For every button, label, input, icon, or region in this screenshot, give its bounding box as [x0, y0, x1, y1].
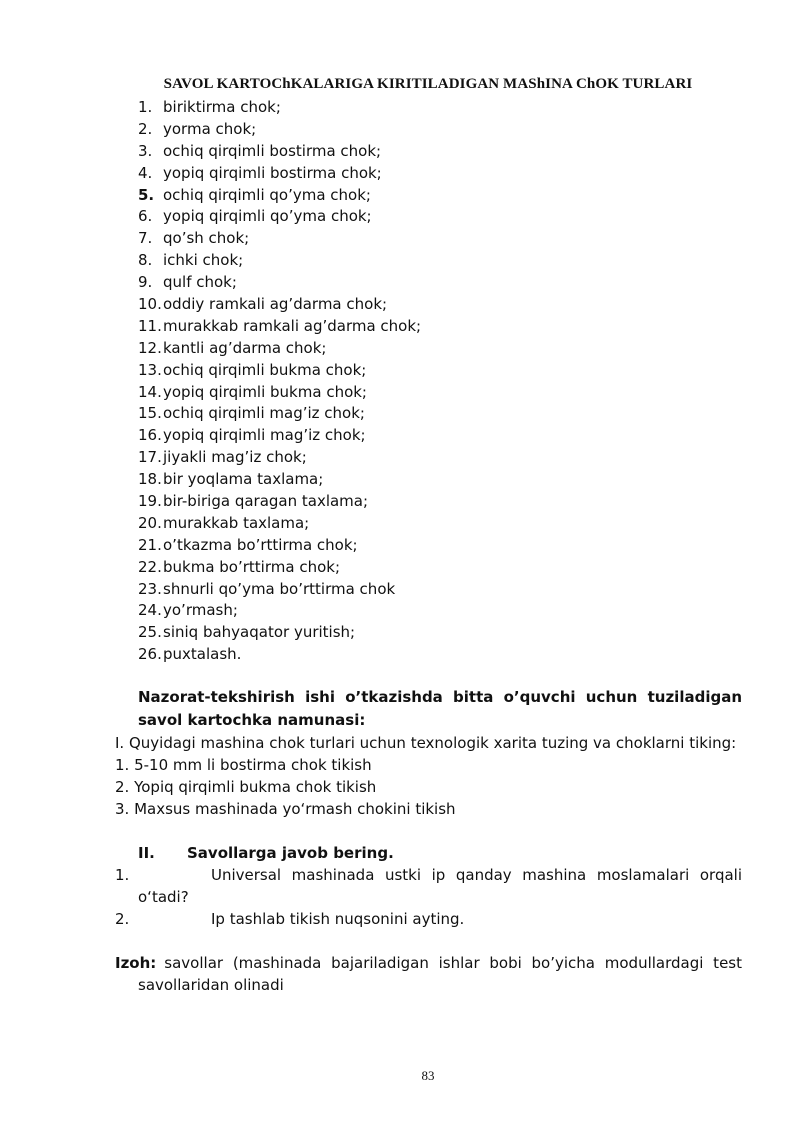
list-item [138, 272, 421, 294]
list-item [138, 382, 421, 404]
list-item [138, 316, 421, 338]
list-item-number: 26. [138, 645, 162, 664]
list-item-text: siniq bahyaqator yuritish; [163, 623, 356, 642]
list-item [138, 469, 421, 491]
list-item-number: 13. [138, 360, 162, 379]
list-item-text: shnurli qo’yma bo’rttirma chok [163, 579, 396, 598]
list-item-number: 17. [138, 448, 162, 467]
list-item-text: yopiq qirqimli bukma chok; [163, 382, 367, 401]
list-item-number: 5. [138, 185, 155, 204]
note-label: Izoh: [115, 954, 157, 972]
list-item-text: yopiq qirqimli bostirma chok; [163, 163, 382, 182]
list-item [138, 97, 421, 119]
section1-item: 1. 5-10 mm li bostirma chok tikish [115, 756, 372, 774]
question-text: Ip tashlab tikish nuqsonini ayting. [211, 910, 465, 928]
list-item [138, 557, 421, 579]
list-item-number: 10. [138, 295, 162, 314]
list-item [138, 294, 421, 316]
list-item-number: 9. [138, 273, 153, 292]
list-item-number: 1. [138, 98, 153, 116]
note-text: savollar (mashinada bajariladigan ishlar bobi bo’yicha modullardagi test [164, 954, 742, 972]
list-item-number: 16. [138, 426, 162, 445]
list-item-number: 7. [138, 229, 153, 248]
list-item-number: 21. [138, 535, 162, 554]
list-item-text: yopiq qirqimli qo’yma chok; [163, 207, 372, 226]
list-item-text: kantli ag’darma chok; [163, 338, 327, 357]
list-item-number: 25. [138, 623, 162, 642]
section1-item: 2. Yopiq qirqimli bukma chok tikish [115, 778, 377, 796]
list-item-text: bir yoqlama taxlama; [163, 470, 324, 489]
list-item-text: jiyakli mag’iz chok; [163, 448, 307, 467]
list-item [138, 622, 421, 644]
list-item [138, 447, 421, 469]
list-item-number: 22. [138, 557, 162, 576]
list-item [138, 403, 421, 425]
list-item-number: 3. [138, 141, 153, 160]
list-item [138, 513, 421, 535]
list-item-text: qo’sh chok; [163, 229, 250, 248]
list-item [138, 338, 421, 360]
list-item [138, 600, 421, 622]
list-item [138, 491, 421, 513]
section1-intro: I. Quyidagi mashina chok turlari uchun texnologik xarita tuzing va choklarni tiking: [115, 734, 737, 752]
question-text-continued: o‘tadi? [138, 888, 189, 906]
note-text-continued: savollaridan olinadi [138, 976, 284, 994]
list-item [138, 163, 421, 185]
list-item [138, 250, 421, 272]
list-item [138, 185, 421, 207]
question-number: 2. [115, 910, 130, 928]
list-item [138, 535, 421, 557]
list-item-number: 23. [138, 579, 162, 598]
section2-roman: II. [138, 844, 155, 862]
list-item-number: 24. [138, 601, 162, 620]
list-item-text: ochiq qirqimli qo’yma chok; [163, 185, 371, 204]
list-item-number: 14. [138, 382, 162, 401]
list-item-text: puxtalash. [163, 645, 242, 664]
page-number: 83 [421, 1068, 435, 1083]
list-item-text: qulf chok; [163, 273, 237, 292]
list-item-text: ochiq qirqimli bostirma chok; [163, 141, 382, 160]
question-number: 1. [115, 866, 130, 884]
section2-heading: Savollarga javob bering. [187, 844, 394, 862]
list-item [138, 579, 421, 601]
list-item-text: biriktirma chok; [163, 98, 281, 116]
list-item-number: 20. [138, 513, 162, 532]
list-item-number: 18. [138, 470, 162, 489]
list-item-text: yopiq qirqimli mag’iz chok; [163, 426, 366, 445]
list-item [138, 228, 421, 250]
list-item-number: 11. [138, 316, 162, 335]
list-item-text: ichki chok; [163, 251, 244, 270]
list-item [138, 644, 421, 666]
list-item-number: 8. [138, 251, 153, 270]
list-item-text: ochiq qirqimli mag’iz chok; [163, 404, 365, 423]
list-item [138, 141, 421, 163]
list-item-number: 4. [138, 163, 153, 182]
list-item-text: oddiy ramkali ag’darma chok; [163, 295, 388, 314]
page-title: SAVOL KARTOChKALARIGA KIRITILADIGAN MAShINA ChOK TURLARI [163, 76, 693, 92]
list-item-number: 12. [138, 338, 162, 357]
list-item [138, 425, 421, 447]
list-item [138, 360, 421, 382]
section1-item: 3. Maxsus mashinada yo‘rmash chokini tikish [115, 800, 456, 818]
note-line [115, 953, 742, 975]
list-item-number: 19. [138, 492, 162, 511]
list-item-text: yo’rmash; [163, 601, 238, 620]
list-item-text: bir-biriga qaragan taxlama; [163, 492, 369, 511]
list-item-text: o’tkazma bo’rttirma chok; [163, 535, 358, 554]
list-item-text: yorma chok; [163, 119, 257, 138]
list-item-number: 15. [138, 404, 162, 423]
list-item [138, 119, 421, 141]
question-text: Universal mashinada ustki ip qanday mashina moslamalari orqali [211, 866, 742, 884]
list-item-number: 2. [138, 119, 153, 138]
sample-card-heading: Nazorat-tekshirish ishi o’tkazishda bitta o’quvchi uchun tuziladigan savol kartochka namunasi: [138, 688, 742, 729]
list-item [138, 206, 421, 228]
list-item-text: murakkab taxlama; [163, 513, 310, 532]
list-item-text: murakkab ramkali ag’darma chok; [163, 316, 422, 335]
list-item-text: bukma bo’rttirma chok; [163, 557, 340, 576]
list-item-number: 6. [138, 207, 153, 226]
stitch-type-list [138, 97, 421, 666]
list-item-text: ochiq qirqimli bukma chok; [163, 360, 367, 379]
